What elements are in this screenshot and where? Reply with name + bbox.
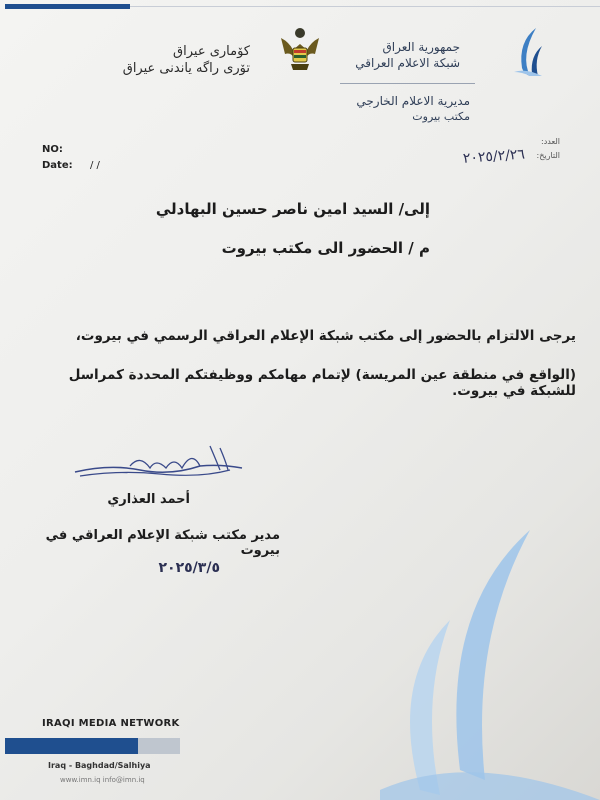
decorative-wave-graphic <box>380 520 600 800</box>
footer-address: Iraq - Baghdad/Salhiya <box>48 761 151 770</box>
handwritten-signature <box>70 440 250 494</box>
signature-date: ٢٠٢٥/٣/٥ <box>158 560 220 576</box>
signatory-name: أحمد العذاري <box>107 492 190 507</box>
footer-network-name: IRAQI MEDIA NETWORK <box>42 718 180 729</box>
office-name: مكتب بيروت <box>412 110 470 123</box>
arabic-republic-text: جمهورية العراق <box>382 40 460 54</box>
kurdish-republic-text: کۆماری عیراق <box>173 44 250 59</box>
signatory-title: مدير مكتب شبكة الإعلام العراقي في بيروت <box>45 528 280 558</box>
arabic-date-label: التاريخ: <box>536 151 560 160</box>
date-placeholder: / / <box>90 160 100 171</box>
footer-grey-bar <box>138 738 180 754</box>
subject-line: م / الحضور الى مكتب بيروت <box>221 239 430 257</box>
arabic-network-text: شبكة الاعلام العراقي <box>355 56 460 70</box>
kurdish-network-text: تۆری راگه یاندنی عیراق <box>122 61 250 76</box>
footer-brand-bar <box>5 738 138 754</box>
imn-logo-icon <box>510 26 546 82</box>
number-label: NO: <box>42 144 63 155</box>
iraq-emblem-icon <box>279 24 321 80</box>
recipient-line: إلى/ السيد امين ناصر حسين البهادلي <box>155 200 430 218</box>
header-accent-bar <box>5 4 130 9</box>
handwritten-reference-date: ٢٠٢٥/٢/٢٦ <box>462 146 526 167</box>
department-name: مديرية الاعلام الخارجي <box>356 94 470 108</box>
body-paragraph-2: (الواقع في منطقة عين المريسة) لإتمام مهامكم ووظيفتكم المحددة كمراسل للشبكة في بيروت. <box>68 367 576 399</box>
date-label: Date: <box>42 160 73 171</box>
arabic-number-label: العدد: <box>541 137 560 146</box>
footer-website: www.imn.iq info@imn.iq <box>60 776 145 784</box>
department-divider <box>340 83 475 84</box>
header-divider <box>130 6 600 7</box>
body-paragraph-1: يرجى الالتزام بالحضور إلى مكتب شبكة الإعلام العراقي الرسمي في بيروت، <box>75 328 576 344</box>
